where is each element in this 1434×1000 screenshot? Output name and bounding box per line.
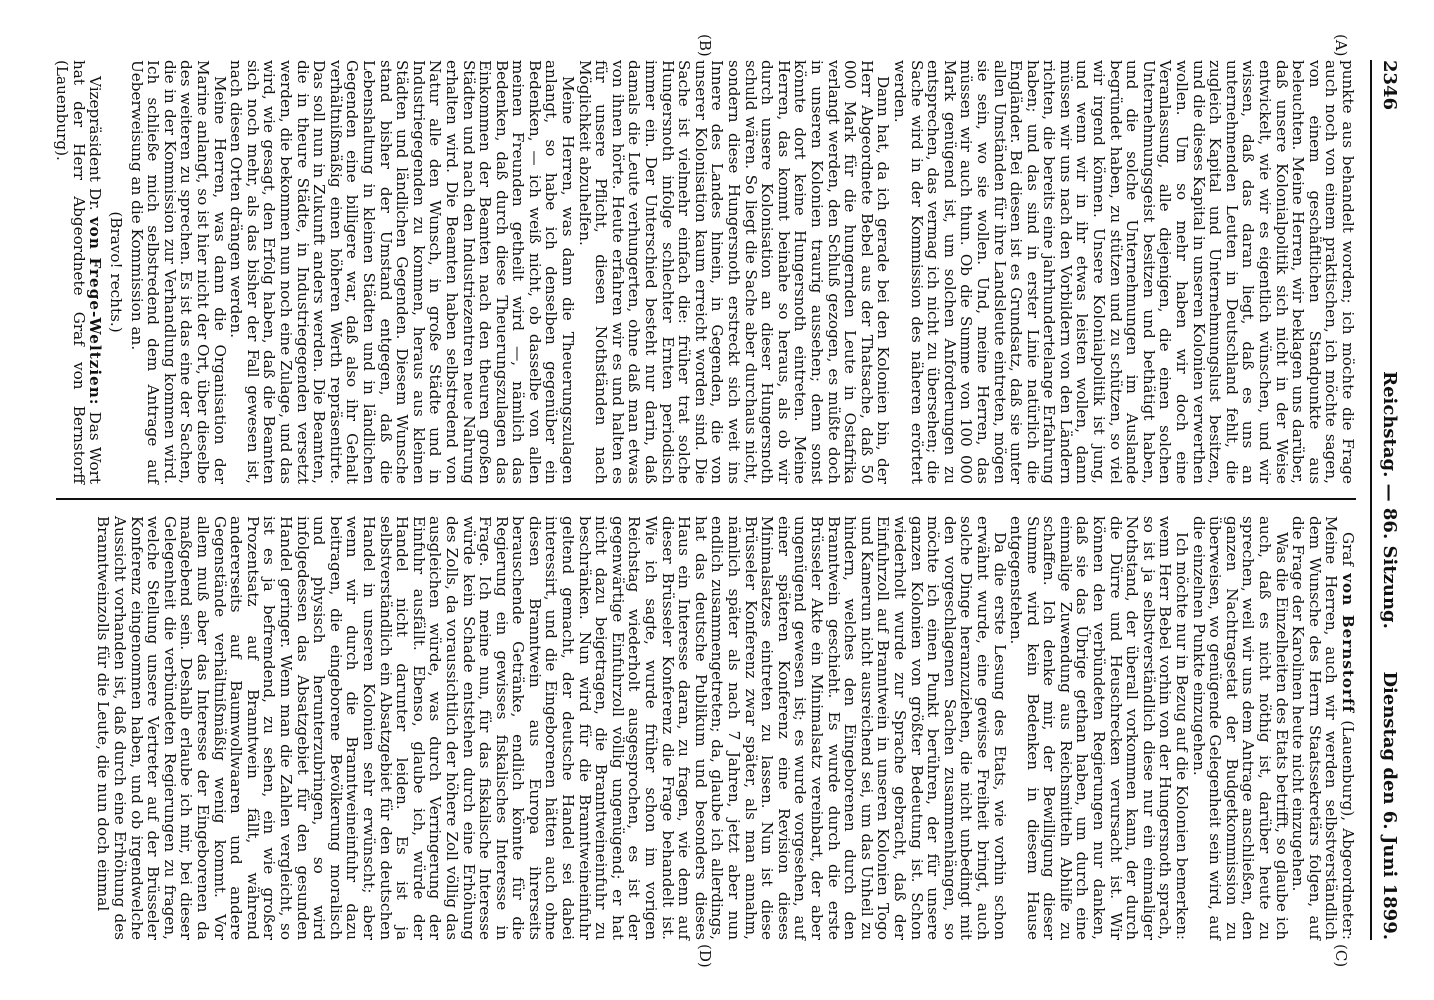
statement-text: (Lauenburg), Abgeordneter: Meine Herren, auch wir werden selbstverständlich dem Wunsche des Herrn Staatssekretärs folgen, auf die Frage der Karolinen heute nicht einzugehen.: [1289, 516, 1357, 941]
speaker-name: von Frege-Weltzien:: [86, 216, 105, 406]
left-column: [53, 60, 1357, 485]
margin-marker-a: (A): [1332, 34, 1350, 57]
paragraph: Was die Einzelheiten des Etats betrifft, so glaube ich auch, daß es nicht nöthig ist, darüber heute zu sprechen, weil wir uns dem Antrage anschließen, den ganzen Nachtragsetat der Budgetkommission zu überweisen, wo genügende Gelegenheit sein wird, auf die einzelnen Punkte einzugehen.: [1189, 516, 1291, 940]
speech-opening: [1290, 516, 1356, 940]
column-divider: [56, 498, 1356, 500]
paragraph: Meine Herren, was dann die Organisation der Marine anlangt, so ist hier nicht der Ort, über dieselbe des weiteren zu sprechen. Es ist das eine der Sachen, die in der Kommission zur Verhandlung kommen wird. Ich schließe mich selbstredend dem Antrage auf Ueberweisung an die Kommission an.: [127, 60, 229, 485]
session-date: Dienstag den 6. Juni 1899.: [1379, 671, 1400, 940]
paragraph: Da die erste Lesung des Etats, wie vorhin schon erwähnt wurde, eine gewisse Freiheit bringt, auch solche Dinge heranzuziehen, die nicht unbedingt mit den vorgeschlagenen Sachen zusammenhängen, so möchte ich einen Punkt berühren, der für unsere ganzen Kolonien von größter Bedeutung ist. Schon wiederholt wurde zur Sprache gebracht, daß der Einfuhrzoll auf Branntwein in unseren Kolonien Togo und Kamerun nicht ausreichend sei, um das Unheil zu hindern, welches den Eingeborenen durch den Branntwein geschieht. Es wurde durch die erste Brüsseler Akte ein Minimalsatz vereinbart, der aber ungenügend gewesen ist; es wurde vorgesehen, auf einer späteren Konferenz eine Revision dieses Minimalsatzes eintreten zu lassen. Nun ist diese Brüsseler Konferenz zwar später, als man annahm, nämlich später als nach 7 Jahren, jetzt aber nun endlich zusammengetreten; da, glaube ich allerdings, hat das deutsche Publikum und besonders dieses Haus ein Interesse daran, zu fragen, wie denn auf dieser Brüsseler Konferenz die Frage behandelt ist. Wie ich sagte, wurde früher schon im vorigen Reichstag wiederholt ausgesprochen, es ist der gegenwärtige Einfuhrzoll völlig ungenügend; er hat nicht dazu beigetragen, die Branntweineinfuhr zu beschränken. Nun wird für die Branntweineinfuhr geltend gemacht, der deutsche Handel sei dabei interessirt, und die Eingeborenen hätten auch ohne diesen Branntwein aus Europa ihrerseits berauschende Getränke, endlich könnte für die Regierung ein gewisses fiskalisches Interesse in Frage. Ich meine nun, für das fiskalische Interesse würde kein Schade entstehen durch eine Erhöhung des Zolls, da voraussichtlich der höhere Zoll völlig das ausgleichen würde, was durch Verringerung der Einfuhr ausfällt. Ebenso, glaube ich, würde der Handel nicht darunter leiden. Es ist ja selbstverständlich ein Absatzgebiet für den deutschen Handel in unseren Kolonien sehr erwünscht; aber wenn wir durch die Branntweineinfuhr dazu beitragen, die eingeborene Bevölkerung moralisch und physisch herunterzubringen, so wird infolgedessen das Absatzgebiet für den gesunden Handel geringer. Wenn man die Zahlen vergleicht, so ist es ja befremdend, zu sehen, ein wie großer Prozentsatz auf Branntwein fällt, während andererseits auf Baumwollwaaren und andere Gegenstände verhältnißmäßig wenig kommt. Vor allem muß aber das Interesse der Eingeborenen da maßgebend sein. Deshalb erlaube ich mir, bei dieser Gelegenheit die verbündeten Regierungen zu fragen, welche Stellung unsere Vertreter auf der Brüsseler Konferenz eingenommen haben, und ob irgendwelche Aussicht vorhanden ist, daß durch eine Erhöhung des Branntweinzolls für die Leute, die nun doch einmal: [94, 516, 1009, 940]
applause-note: (Bravo! rechts.): [107, 211, 126, 333]
right-column: [56, 516, 1356, 940]
margin-marker-c: (C): [1332, 944, 1350, 968]
page-number: 2346: [1379, 60, 1400, 111]
speaker-title: Vizepräsident Dr.: [86, 76, 105, 211]
paragraph: punkte aus behandelt worden; ich möchte die Frage auch noch von einem praktischen, ich möchte sagen, von einem geschäftlichen Standpunkte aus beleuchten. Meine Herren, wir beklagen uns darüber, daß unsere Kolonialpolitik sich nicht in der Weise entwickelt, wie wir es eigentlich wünschen, und wir wissen, daß das daran liegt, daß es uns an unternehmenden Leuten in Deutschland fehlt, die zugleich Kapital und Unternehmungslust besitzen, und die dieses Kapital in unseren Kolonien verwerthen wollen. Um so mehr haben wir doch eine Veranlassung, alle diejenigen, die einen solchen Unternehmungsgeist besitzen und bethätigt haben, und die solche Unternehmungen im Auslande begründet haben, zu stützen und zu schützen, so viel wir irgend können. Unsere Kolonialpolitik ist jung, und wenn wir in ihr etwas leisten wollen, dann müssen wir uns nach den Vorbildern von den Ländern richten, die bereits eine jahrhundertelange Erfahrung haben; und das sind in erster Linie natürlich die Engländer. Bei diesen ist es Grundsatz, daß sie unter allen Umständen für ihre Landsleute eintreten, mögen sie sein, wo sie wollen. Und, meine Herren, das müssen wir auch thun. Ob die Summe von 100 000 Mark genügend ist, um solchen Anforderungen zu entsprechen, das vermag ich nicht zu übersehen; die Sache wird in der Kommission des näheren erörtert werden.: [890, 60, 1357, 484]
speaker-name: von Bernstorff: [1339, 573, 1357, 714]
session-title: Reichstag. — 86. Sitzung.: [1379, 371, 1400, 629]
paragraph: Dann hat, da ich gerade bei den Kolonien bin, der Herr Abgeordnete Bebel aus der Thatsache, daß 50 000 Mark für die hungernden Leute in Ostafrika verlangt werden, den Schluß gezogen, es müßte doch in unseren Kolonien traurig aussehen; denn sonst könnte dort keine Hungersnoth eintreten. Meine Herren, das kommt beinahe so heraus, als ob wir durch unsere Kolonisation an dieser Hungersnoth schuld wären. So liegt die Sache aber durchaus nicht, sondern diese Hungersnoth erstreckt sich weit ins Innere des Landes hinein, in Gegenden, die von unserer Kolonisation kaum erreicht worden sind. Die Sache ist vielmehr einfach die: früher trat solche Hungersnoth infolge schlechter Ernten periodisch immer ein. Der Unterschied besteht nur darin, daß damals die Leute verhungerten, ohne daß man etwas von ihnen hörte. Heute erfahren wir es und halten es für unsere Pflicht, diesen Nothständen nach Möglichkeit abzuhelfen.: [575, 60, 893, 484]
page-header: [1370, 60, 1404, 940]
paragraph: Ich möchte nur in Bezug auf die Kolonien bemerken: wenn Herr Bebel vorhin von der Hungersnoth sprach, so ist ja selbstverständlich diese nur ein einmaliger Nothstand, der überall vorkommen kann, der durch die Dürre und Heuschrecken verursacht ist. Wir können den verbündeten Regierungen nur danken, daß sie das Übrige gethan haben, um durch eine einmalige Zuwendung aus Reichsmitteln Abhilfe zu schaffen. Ich denke mir, der Bewilligung dieser Summe wird kein Bedenken in diesem Hause entgegenstehen.: [1007, 516, 1192, 940]
vice-president-statement: [54, 60, 104, 484]
margin-marker-d: (D): [696, 944, 714, 968]
speaker-title: Graf: [1339, 532, 1357, 567]
margin-marker-b: (B): [696, 34, 714, 57]
paragraph: Meine Herren, was dann die Theuerungszulagen anlangt, so habe ich denselben gegenüber ein Bedenken, — ich weiß nicht, ob dasselbe von allen meinen Freunden getheilt wird —, nämlich das Bedenken, daß durch diese Theuerungszulagen das Einkommen der Beamten nach den theuren großen Städten und nach den Industriezentren neue Nahrung erhalten wird. Die Beamten haben selbstredend von Natur alle den Wunsch, in große Städte und in Industriegegenden zu kommen, heraus aus kleinen Städten und ländlichen Gegenden. Diesem Wunsche stand bisher der Umstand entgegen, daß die Lebenshaltung in kleinen Städten und in ländlichen Gegenden eine billigere war, daß also ihr Gehalt verhältnißmäßig einen höheren Werth repräsentirte. Das soll nun in Zukunft anders werden. Die Beamten, die in theure Städte, in Industriegegenden versetzt werden, die bekommen nun noch eine Zulage, und das wird, wie gesagt, den Erfolg haben, daß die Beamten sich noch mehr, als das bisher der Fall gewesen ist, nach diesen Orten drängen werden.: [227, 60, 578, 484]
statement-text: Das Wort hat der Herr Abgeordnete Graf von Bernstorff (Lauenburg).: [53, 60, 105, 484]
